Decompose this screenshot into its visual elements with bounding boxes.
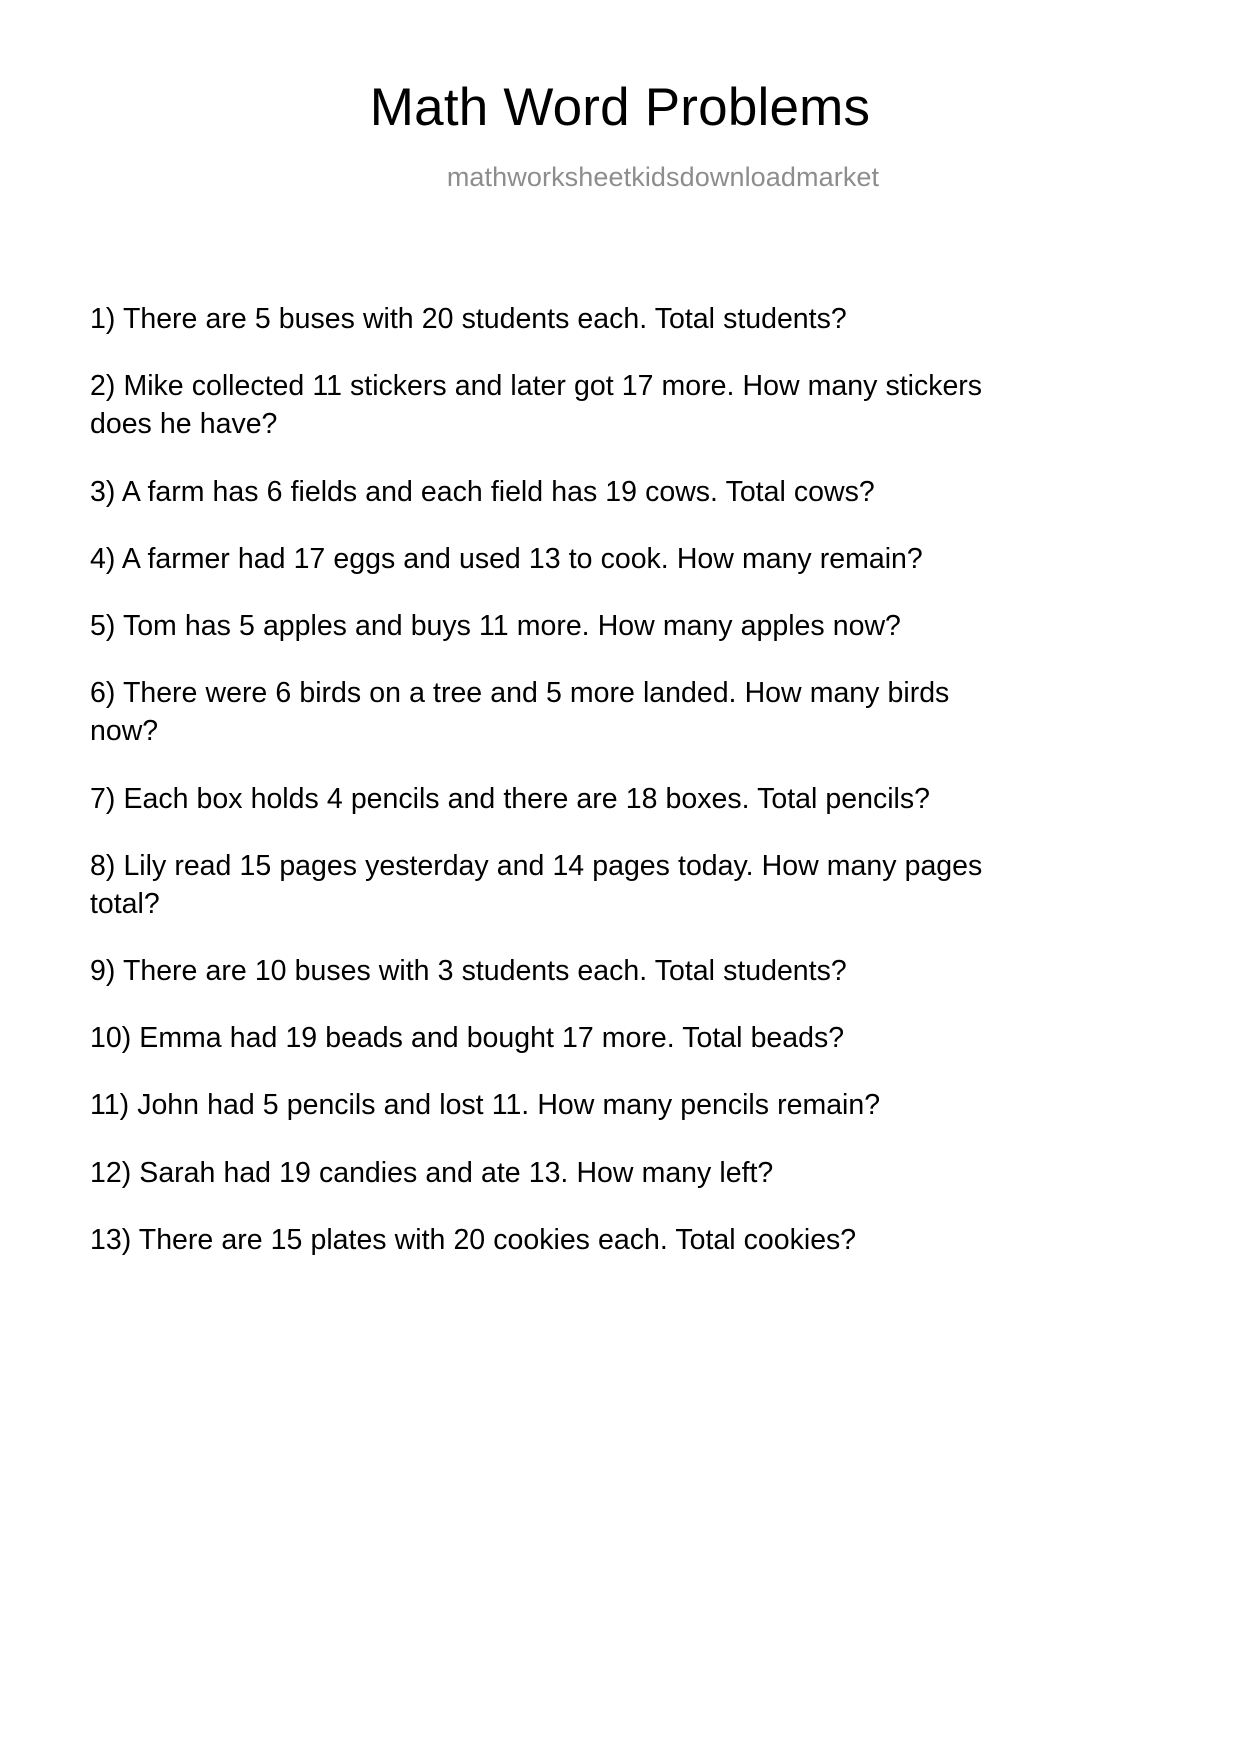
problem-item: 11) John had 5 pencils and lost 11. How many pencils remain?	[90, 1089, 881, 1122]
problem-item: 10) Emma had 19 beads and bought 17 more. Total beads?	[90, 1022, 845, 1055]
document-subtitle: mathworksheetkidsdownloadmarket	[446, 161, 880, 192]
problem-item: 9) There are 10 buses with 3 students each. Total students?	[90, 955, 847, 988]
problem-item: 12) Sarah had 19 candies and ate 13. How many left?	[90, 1156, 774, 1189]
problem-item: 1) There are 5 buses with 20 students each. Total students?	[90, 303, 847, 335]
page-title: Math Word Problems	[369, 78, 871, 137]
problem-item: 5) Tom has 5 apples and buys 11 more. How many apples now?	[90, 609, 901, 642]
problem-item: 2) Mike collected 11 stickers and later got 17 more. How many stickers does he have?	[90, 370, 983, 441]
document-header	[0, 0, 1240, 193]
problem-item: 8) Lily read 15 pages yesterday and 14 pages today. How many pages total?	[90, 849, 983, 920]
problem-item: 4) A farmer had 17 eggs and used 13 to cook. How many remain?	[90, 542, 923, 575]
problem-item: 7) Each box holds 4 pencils and there are 18 boxes. Total pencils?	[90, 782, 930, 815]
problem-item: 6) There were 6 birds on a tree and 5 more landed. How many birds now?	[90, 677, 950, 748]
problem-list	[90, 300, 1020, 1259]
problem-item: 3) A farm has 6 fields and each field has 19 cows. Total cows?	[90, 475, 875, 508]
problem-item: 13) There are 15 plates with 20 cookies each. Total cookies?	[90, 1223, 857, 1256]
